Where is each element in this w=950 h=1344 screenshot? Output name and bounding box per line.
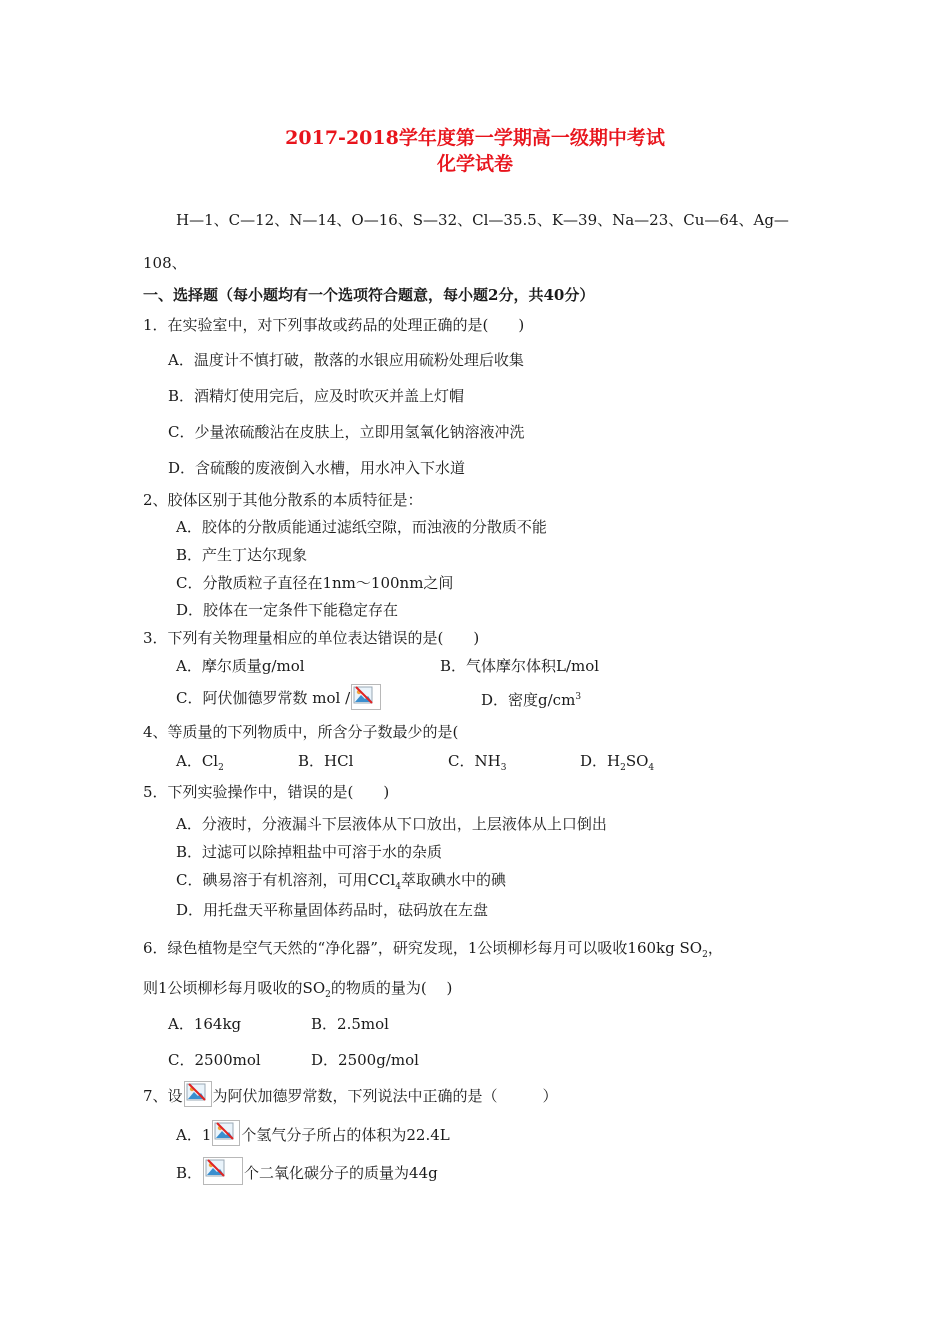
q1-stem: 1．在实验室中，对下列事故或药品的处理正确的是( ) — [143, 316, 525, 334]
q7-option-b — [176, 1163, 438, 1185]
q6-option-b: B．2.5mol — [311, 1015, 389, 1033]
q7-stem-text2: 为阿伏加德罗常数，下列说法中正确的是（ ） — [212, 1087, 558, 1105]
q1-option-c: C．少量浓硫酸沾在皮肤上，立即用氢氧化钠溶液冲洗 — [168, 423, 525, 441]
q3-option-d-text: D．密度g/cm — [481, 691, 576, 709]
q7-stem — [143, 1086, 558, 1107]
q7-option-a-text: A．1 — [176, 1126, 212, 1144]
q1-option-d: D．含硫酸的废液倒入水槽，用水冲入下水道 — [168, 459, 466, 477]
q5-option-a: A．分液时，分液漏斗下层液体从下口放出，上层液体从上口倒出 — [176, 815, 607, 833]
q2-option-b: B．产生丁达尔现象 — [176, 546, 308, 564]
q4-option-c — [448, 751, 506, 771]
atomic-masses-line1: H—1、C—12、N—14、O—16、S—32、Cl—35.5、K—39、Na—23、Cu—64、Ag— — [176, 211, 789, 229]
q5-option-c-text: C．碘易溶于有机溶剂，可用CCl — [176, 871, 396, 889]
q4-option-d-mid: SO — [625, 752, 649, 770]
q5-option-d: D．用托盘天平称量固体药品时，砝码放在左盘 — [176, 901, 489, 919]
q5-option-c — [176, 870, 506, 890]
q1-option-a: A．温度计不慎打破，散落的水银应用硫粉处理后收集 — [168, 351, 524, 369]
exam-title: 2017-2018学年度第一学期高一级期中考试 — [285, 127, 665, 149]
q1-option-b: B．酒精灯使用完后，应及时吹灭并盖上灯帽 — [168, 387, 465, 405]
q6-stem-line2 — [143, 978, 452, 998]
broken-image-icon — [351, 684, 381, 710]
q3-option-c-text: C．阿伏伽德罗常数 mol / — [176, 689, 351, 707]
q4-option-b: B．HCl — [298, 752, 354, 770]
broken-image-icon — [212, 1120, 240, 1146]
q6-stem-text2: 则1公顷柳杉每月吸收的SO — [143, 979, 326, 997]
q5-option-c-text2: 萃取碘水中的碘 — [400, 871, 506, 889]
q3-option-c — [176, 688, 382, 710]
q5-stem: 5．下列实验操作中，错误的是( ) — [143, 783, 390, 801]
q6-stem-text1b: ， — [707, 939, 723, 957]
q4-option-a — [176, 751, 224, 771]
q4-option-d-text: D．H — [580, 752, 621, 770]
q2-option-d: D．胶体在一定条件下能稳定存在 — [176, 601, 399, 619]
q5-option-b: B．过滤可以除掉粗盐中可溶于水的杂质 — [176, 843, 443, 861]
q4-option-c-sub: 3 — [500, 763, 507, 773]
q4-option-d — [580, 751, 654, 771]
q5-option-c-sub: 4 — [395, 882, 401, 892]
q3-option-d-sup: 3 — [575, 692, 582, 702]
q3-option-a: A．摩尔质量g/mol — [176, 657, 305, 675]
q7-option-b-text: B． — [176, 1164, 203, 1182]
q6-option-c: C．2500mol — [168, 1051, 261, 1069]
q7-option-b-text2: 个二氧化碳分子的质量为44g — [244, 1164, 438, 1182]
q3-option-d — [481, 690, 581, 710]
q4-option-a-sub: 2 — [218, 763, 224, 773]
q7-stem-text: 7、设 — [143, 1087, 183, 1105]
q2-stem: 2、胶体区别于其他分散系的本质特征是： — [143, 491, 423, 509]
q3-option-b: B．气体摩尔体积L/mol — [440, 657, 600, 675]
q4-stem: 4、等质量的下列物质中，所含分子数最少的是( — [143, 723, 459, 741]
q6-option-a: A．164kg — [168, 1015, 242, 1033]
q4-option-c-text: C．NH — [448, 752, 501, 770]
q2-option-c: C．分散质粒子直径在1nm～100nm之间 — [176, 574, 454, 592]
q6-stem-sub1: 2 — [702, 950, 708, 960]
q6-stem-sub2: 2 — [325, 990, 331, 1000]
q3-stem: 3．下列有关物理量相应的单位表达错误的是( ) — [143, 629, 480, 647]
q6-stem-line1 — [143, 938, 723, 958]
exam-subtitle: 化学试卷 — [436, 153, 513, 175]
section-heading: 一、选择题（每小题均有一个选项符合题意，每小题2分，共40分） — [143, 286, 595, 304]
q7-option-a-text2: 个氢气分子所占的体积为22.4L — [241, 1126, 450, 1144]
q4-option-a-text: A．Cl — [176, 752, 219, 770]
q7-option-a — [176, 1125, 450, 1146]
q6-stem-text2b: 的物质的量为( ) — [330, 979, 453, 997]
q2-option-a: A．胶体的分散质能通过滤纸空隙，而浊液的分散质不能 — [176, 518, 547, 536]
q6-option-d: D．2500g/mol — [311, 1051, 419, 1069]
broken-image-icon — [203, 1157, 243, 1185]
q6-stem-text1: 6．绿色植物是空气天然的“净化器”，研究发现，1公顷柳杉每月可以吸收160kg SO — [143, 939, 703, 957]
broken-image-icon — [184, 1081, 212, 1107]
q4-option-d-sub1: 2 — [620, 763, 626, 773]
atomic-masses-line2: 108、 — [143, 254, 187, 272]
q4-option-d-sub2: 4 — [648, 763, 655, 773]
